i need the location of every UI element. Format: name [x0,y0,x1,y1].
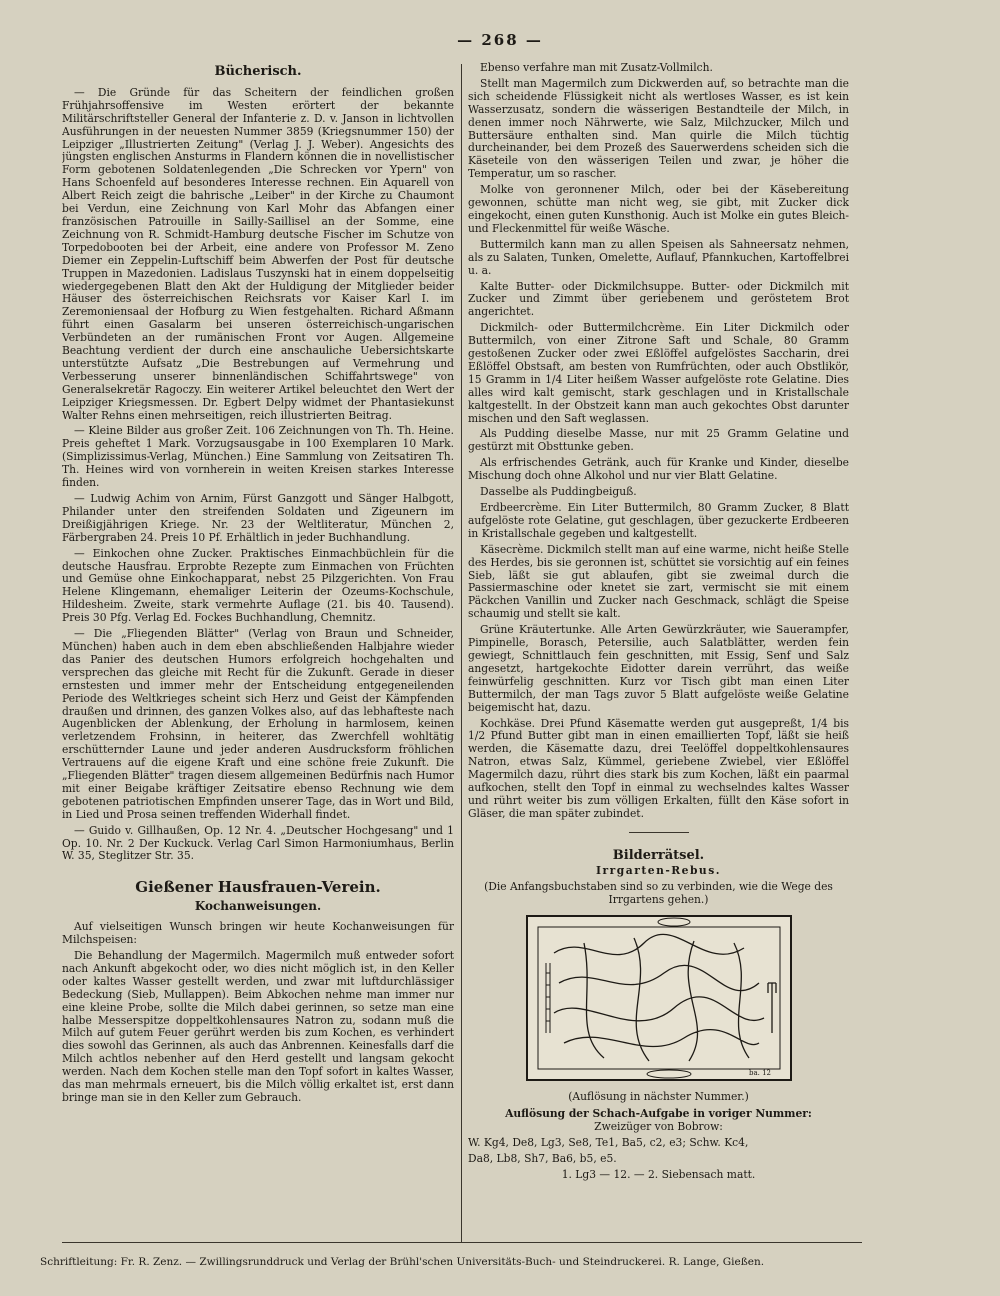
puzzle-signature: ba. 12 [748,1069,771,1078]
puzzle-caption: (Auflösung in nächster Nummer.) [568,1090,749,1104]
paragraph-kaesecreme: Käsecrème. Dickmilch stellt man auf eine warme, nicht heiße Stelle des Herdes, bis sie geronnen ist, schüttet sie vorsichtig auf ein feines Sieb, läßt sie gut ablaufen, gibt sie zweimal durch die Passiermaschine oder knetet sie zart, vermischt sie mit einem Päckchen Vanillin und Zucker nach Geschmack, schlägt die Speise schaumig und stellt sie kalt. [468,542,849,621]
paragraph-pudding: Als Pudding dieselbe Masse, nur mit 25 Gramm Gelatine und gestürzt mit Obsttunke geben. [468,427,849,454]
chess-line-3: 1. Lg3 — 12. — 2. Siebensach matt. [561,1167,756,1181]
left-column [62,62,454,1240]
paragraph-gillhaussen: — Guido v. Gillhaußen, Op. 12 Nr. 4. „Deutscher Hochgesang" und 1 Op. 10. Nr. 2 Der Kuckuck. Verlag Carl Simon Harmoniumhaus, Berlin W. 35, Steglitzer Str. 35. [62,823,454,863]
paragraph-kraeutertunke: Grüne Kräutertunke. Alle Arten Gewürzkräuter, wie Sauerampfer, Pimpinelle, Borasch, Petersilie, auch Salatblätter, werden fein gewiegt, Schnittlauch fein geschnitten, mit Essig, Senf und Salz angesetzt, hartgekochte Eidotter darein verrührt, das weiße feinwürfelig geschnitten. Kurz vor Tisch gibt man einen Liter Buttermilch, der man Tags zuvor 5 Blatt aufgelöste weiße Gelatine beigemischt hat, dazu. [468,623,849,714]
footer-divider [62,1242,862,1243]
paragraph-magermilch: Die Behandlung der Magermilch. Magermilch muß entweder sofort nach Ankunft abgekocht oder, wo dies nicht möglich ist, in den Keller oder kaltes Wasser gestellt werden, und zwar mit luftdurchlässiger Bedeckung (Sieb, Mullappen). Beim Abkochen nehme man immer nur eine kleine Probe, sollte die Milch dabei gerinnen, so setze man eine halbe Messerspitze doppeltkohlensaures Natron zu, sodann muß die Milch auf gutem Feuer gerührt werden bis zum Kochen, es verhindert dies sowohl das Gerinnen, als auch das Anbrennen. Keinesfalls darf die Milch achtlos nebenher auf den Herd gestellt und langsam gekocht werden. Nach dem Kochen stelle man den Topf sofort in kaltes Wasser, das man mehrmals erneuert, bis die Milch völlig erkaltet ist, erst dann bringe man sie in den Keller zum Gebrauch. [62,949,454,1104]
chess-heading: Auflösung der Schach-Aufgabe in voriger Nummer: [505,1107,812,1121]
paragraph-kalte-suppe: Kalte Butter- oder Dickmilchsuppe. Butter- oder Dickmilch mit Zucker und Zimmt über geriebenem und geröstetem Brot angerichtet. [468,279,849,319]
paragraph-intro-milchspeisen: Auf vielseitigen Wunsch bringen wir heute Kochanweisungen für Milchspeisen: [62,920,454,947]
paragraph-illustrierte-zeitung: — Die Gründe für das Scheitern der feindlichen großen Frühjahrsoffensive im Westen erörtert der bekannte Militärschriftsteller General der Infanterie z. D. v. Janson in lichtvollen Ausführungen in der neuesten Nummer 3859 (Kriegsnummer 150) der Leipziger „Illustrierten Zeitung" (Verlag J. J. Weber). Angesichts des jüngsten englischen Ansturms in Flandern können die in novellistischer Form gebotenen Soldatenlegenden „Die Schrecken vor Ypern" von Hans Schoenfeld auf besonderes Interesse rechnen. Ein Aquarell von Albert Reich zeigt die bahrische „Leiber" in der Kirche zu Chaumont bei Verdun, eine Zeichnung von Karl Mohr das Abfangen einer französischen Patrouille in Sailly-Saillisel an der Somme, eine Zeichnung von R. Schmidt-Hamburg deutsche Fischer im Schutze von Torpedobooten bei der Arbeit, eine andere von Professor M. Zeno Diemer ein Zeppelin-Luftschiff beim Abwerfen der Post für deutsche Truppen in Mazedonien. Ladislaus Tuszynski hat in einem doppelseitig wiedergegebenen Blatt den Akt der Huldigung der Mitglieder beider Häuser des österreichischen Reichsrats vor Kaiser Karl I. im Zeremoniensaal der Hofburg zu Wien festgehalten. Richard Aßmann führt einen Gasalarm bei unseren österreichisch-ungarischen Verbündeten an der rumänischen Front vor Augen. Allgemeine Beachtung verdient der durch eine anschauliche Uebersichtskarte unterstützte Aufsatz „Die Bestrebungen auf Vermehrung und Verbesserung unserer binnenländischen Schiffahrtswege" von Generalsekretär Ragoczy. Ein weiterer Artikel beleuchtet den Wert der Leipziger Kriegsmessen. Dr. Egbert Delpy widmet der Phantasiekunst Walter Rehns einen mehrseitigen, reich illustrierten Beitrag. [62,85,454,422]
paragraph-molke: Molke von geronnener Milch, oder bei der Käsebereitung gewonnen, schütte man nicht weg, sie gibt, mit Zucker dick eingekocht, einen guten Kunsthonig. Auch ist Molke ein gutes Bleich- und Fleckenmittel für weiße Wäsche. [468,183,849,235]
section-subheading-kochanweisungen: Kochanweisungen. [194,899,322,914]
section-heading-hausfrauen-verein: Gießener Hausfrauen-Verein. [135,878,381,897]
paragraph-puddingbeiguss: Dasselbe als Puddingbeiguß. [480,485,637,499]
paragraph-erdbeercreme: Erdbeercrème. Ein Liter Buttermilch, 80 Gramm Zucker, 8 Blatt aufgelöste rote Gelatine, gut geschlagen, über gezuckerte Erdbeeren in Kristallschale gegeben und kaltgestellt. [468,501,849,540]
puzzle-instructions: (Die Anfangsbuchstaben sind so zu verbinden, wie die Wege des Irrgartens gehen.) [484,880,833,907]
chess-subheading: Zweizüger von Bobrow: [594,1120,723,1133]
paragraph-einkochen: — Einkochen ohne Zucker. Praktisches Einmachbüchlein für die deutsche Hausfrau. Erprobte Rezepte zum Einmachen von Früchten und Gemüse ohne Einkochapparat, nebst 25 Pilzgerichten. Von Frau Helene Klingemann, ehemaliger Leiterin der Ozeums-Kochschule, Hildesheim. Zweite, stark vermehrte Auflage (21. bis 40. Tausend). Preis 30 Pfg. Verlag Ed. Fockes Buchhandlung, Chemnitz. [62,546,454,625]
paragraph-fliegende-blaetter: — Die „Fliegenden Blätter" (Verlag von Braun und Schneider, München) haben auch in dem eben abschließenden Halbjahre wieder das Panier des deutschen Humors erfolgreich hochgehalten und versprechen das gleiche mit Recht für die Zukunft. Gerade in dieser ernstesten und immer mehr der Entscheidung entgegeneilenden Periode des Weltkrieges scheint sich Herz und Geist der Kämpfenden draußen und drinnen, des ganzen Volkes also, auf das lebhafteste nach Augenblicken der Ablenkung, der Erholung in harmlosem, keinen verletzendem Frohsinn, in heiterer, das Zwerchfell wohltätig erschütternder Laune und jeder anderen Ausdrucksform fröhlichen Vertrauens auf die eigene Kraft und eine schöne freie Zukunft. Die „Fliegenden Blätter" tragen diesem allgemeinen Bedürfnis nach Humor mit einer Beigabe kräftiger Zeitsatire ebenso Rechnung wie dem gebotenen patriotischen Empfinden unserer Tage, das in Wort und Bild, in Lied und Prosa seinen treffenden Widerhall findet. [62,627,454,821]
paragraph-vollmilch: Ebenso verfahre man mit Zusatz-Vollmilch. [480,62,713,74]
paragraph-getraenk: Als erfrischendes Getränk, auch für Kranke und Kinder, dieselbe Mischung doch ohne Alkohol und nur vier Blatt Gelatine. [468,456,849,483]
chess-line-1: W. Kg4, De8, Lg3, Se8, Te1, Ba5, c2, e3; Schw. Kc4, [468,1135,749,1149]
page-number: — 268 — [457,31,543,49]
paragraph-creme: Dickmilch- oder Buttermilchcrème. Ein Liter Dickmilch oder Buttermilch, von einer Zitrone Saft und Schale, 80 Gramm gestoßenen Zucker oder zwei Eßlöffel aufgelöstes Saccharin, drei Eßlöffel Obstsaft, am besten von Rumfrüchten, oder auch Obstlikör, 15 Gramm in 1/4 Liter heißem Wasser aufgelöste rote Gelatine. Dies alles wird kalt gemischt, stark geschlagen und in Kristallschale kaltgestellt. In der Obstzeit kann man auch gekochtes Obst darunter mischen und den Saft weglassen. [468,321,849,425]
paragraph-kochkaese: Kochkäse. Drei Pfund Käsematte werden gut ausgepreßt, 1/4 bis 1/2 Pfund Butter gibt man in einen emaillierten Topf, läßt sie heiß werden, die Käsematte dazu, drei Teelöffel doppeltkohlensaures Natron, etwas Salz, Kümmel, geriebene Zwiebel, vier Eßlöffel Magermilch dazu, rührt dies stark bis zum Kochen, läßt ein paarmal aufkochen, stellt den Topf in einmal zu wechselndes kaltes Wasser und rührt weiter bis zum völligen Erkalten, füllt den Käse sofort in Gläser, die man später zubindet. [468,716,849,820]
maze-illustration [524,913,794,1083]
puzzle-heading: Bilderrätsel. [612,847,705,863]
separator-line [468,827,849,840]
maze-figure [468,913,849,1087]
right-column [468,62,849,1240]
paragraph-dickwerden: Stellt man Magermilch zum Dickwerden auf, so betrachte man die sich scheidende Flüssigkeit nicht als wertloses Wasser, es ist kein Wasserzusatz, sondern die wässerigen Bestandteile der Milch, in denen immer noch Nährwerte, wie Salz, Milchzucker, Milch und Buttersäure enthalten sind. Man quirle die Milch tüchtig durcheinander, bei dem Prozeß des Sauerwerdens scheiden sich die Käseteile von den wässerigen Teilen und zwar, je höher die Temperatur, um so rascher. [468,76,849,181]
books-heading: Bücherisch. [214,64,302,79]
imprint-footer: Schriftleitung: Fr. R. Zenz. — Zwillingsrunddruck und Verlag der Brühl'schen Universitäts-Buch- und Steindruckerei. R. Lange, Gießen. [40,1256,765,1268]
paragraph-buttermilch: Buttermilch kann man zu allen Speisen als Sahneersatz nehmen, als zu Salaten, Tunken, Omelette, Auflauf, Pfannkuchen, Kartoffelbrei u. a. [468,237,849,277]
paragraph-kleine-bilder: — Kleine Bilder aus großer Zeit. 106 Zeichnungen von Th. Th. Heine. Preis geheftet 1 Mark. Vorzugsausgabe in 100 Exemplaren 10 Mark. (Simplizissimus-Verlag, München.) Eine Sammlung von Zeitsatiren Th. Th. Heines wird von vornherein in weiten Kreisen starkes Interesse finden. [62,424,454,490]
column-divider [461,64,462,1242]
chess-line-2: Da8, Lb8, Sh7, Ba6, b5, e5. [468,1151,617,1165]
puzzle-title: Irrgarten-Rebus. [596,863,721,877]
paragraph-arnim: — Ludwig Achim von Arnim, Fürst Ganzgott und Sänger Halbgott, Philander unter den streifenden Soldaten und Zigeunern im Dreißigjährigen Kriege. Nr. 23 der Weltliteratur, München 2, Färbergraben 24. Preis 10 Pf. Erhältlich in jeder Buchhandlung. [62,492,454,544]
